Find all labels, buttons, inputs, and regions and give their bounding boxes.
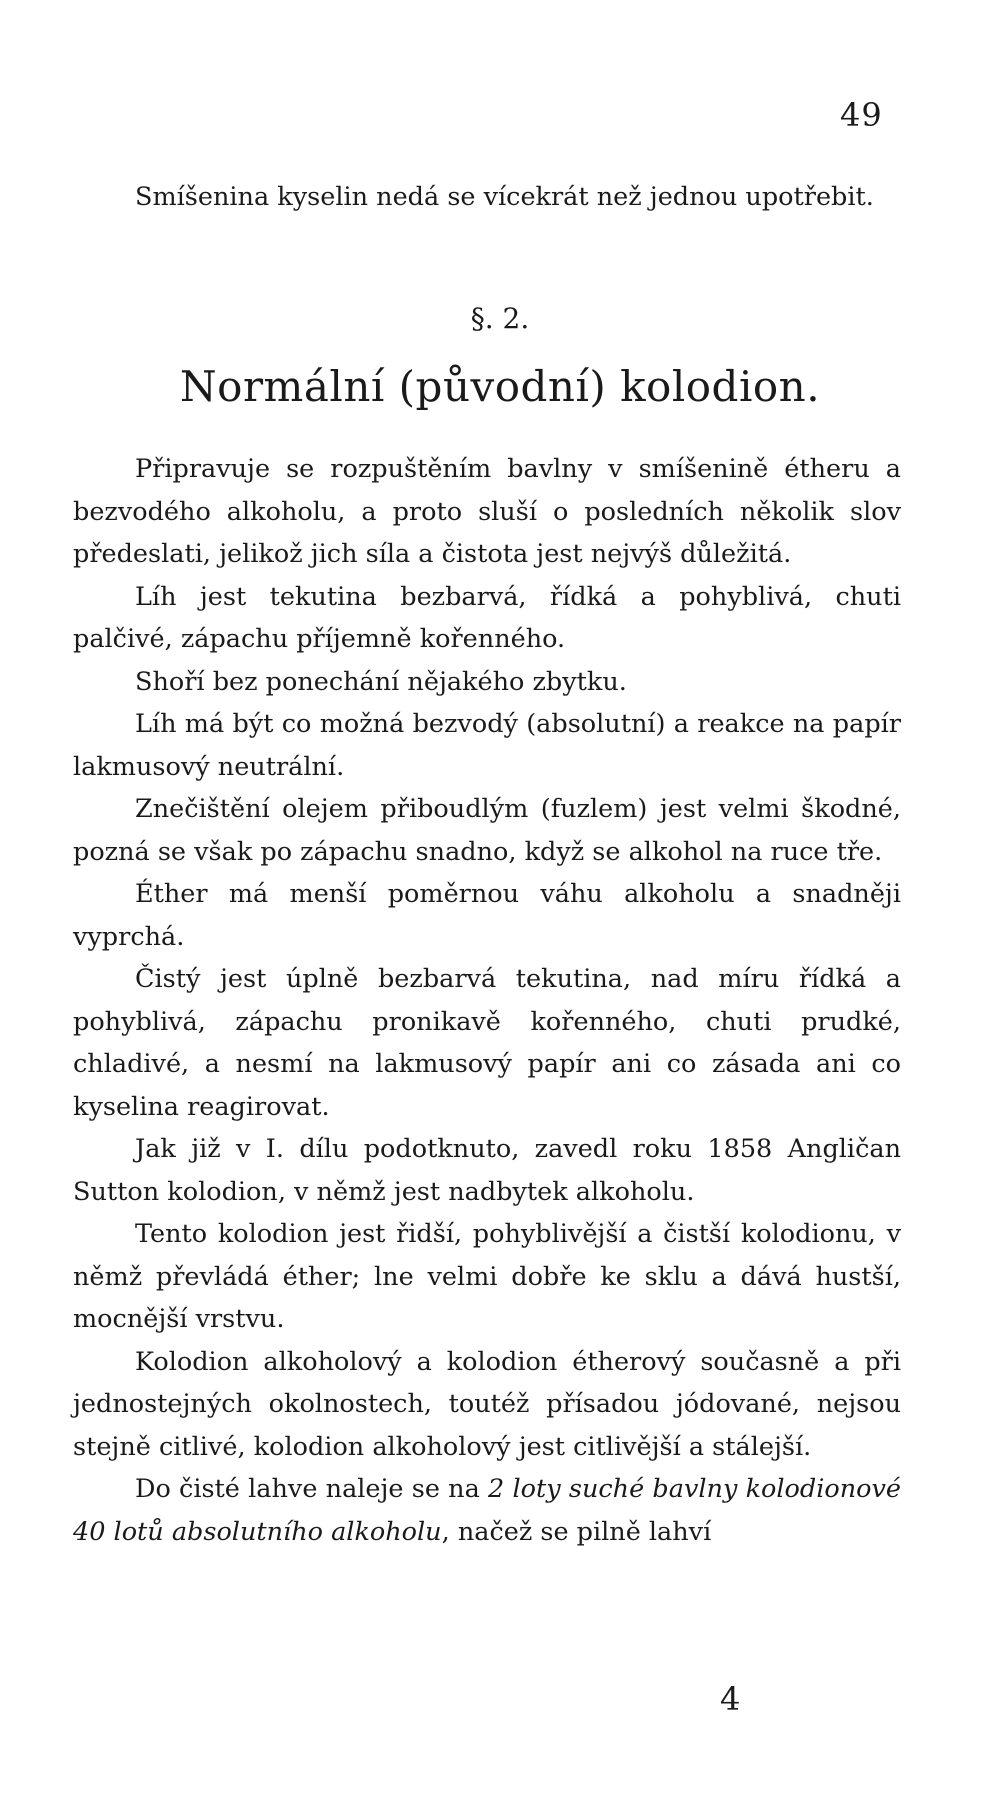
paragraph: Čistý jest úplně bezbarvá tekutina, nad míru řídká a pohyblivá, zápachu pronikavě kořenného, chuti prudké, chladivé, a nesmí na lakmusový papír ani co zásada ani co kyselina reagirovat. bbox=[73, 964, 901, 1122]
section-heading: Normální (původní) kolodion. bbox=[179, 362, 821, 411]
intro-text bbox=[73, 176, 901, 219]
paragraph: Připravuje se rozpuštěním bavlny v smíšenině étheru a bezvodého alkoholu, a proto sluší o posledních několik slov předeslati, jelikož jich síla a čistota jest nejvýš důležitá. bbox=[73, 454, 901, 569]
paragraph: Líh má být co možná bezvodý (absolutní) a reakce na papír lakmusový neutrální. bbox=[73, 709, 901, 782]
paragraph: Éther má menší poměrnou váhu alkoholu a snadněji vyprchá. bbox=[73, 879, 901, 952]
last-paragraph-lead: Do čisté lahve naleje se na bbox=[135, 1474, 489, 1504]
body-text bbox=[73, 448, 901, 1553]
page-number: 49 bbox=[840, 96, 883, 134]
paragraph: Shoří bez ponechání nějakého zbytku. bbox=[135, 666, 627, 697]
paragraph: Jak již v I. dílu podotknuto, zavedl roku 1858 Angličan Sutton kolodion, v němž jest nadbytek alkoholu. bbox=[73, 1134, 901, 1207]
last-paragraph-italic: 2 loty suché bavlny kolodionové 40 lotů absolutního alkoholu bbox=[73, 1474, 901, 1547]
paragraph: Líh jest tekutina bezbarvá, řídká a pohyblivá, chuti palčivé, zápachu příjemně kořenného. bbox=[73, 581, 901, 654]
signature-mark: 4 bbox=[720, 1680, 741, 1718]
intro-paragraph: Smíšenina kyselin nedá se vícekrát než jednou upotřebit. bbox=[135, 182, 874, 212]
paragraph: Tento kolodion jest řidší, pohyblivější a čistší kolodionu, v němž převládá éther; lne velmi dobře ke sklu a dává hustší, mocnější vrstvu. bbox=[73, 1219, 901, 1334]
paragraph: Kolodion alkoholový a kolodion étherový současně a při jednostejných okolnostech, toutéž přísadou jódované, nejsou stejně citlivé, kolodion alkoholový jest citlivější a stálejší. bbox=[73, 1346, 901, 1462]
last-paragraph bbox=[73, 1468, 901, 1553]
paragraph: Znečištění olejem přiboudlým (fuzlem) jest velmi škodné, pozná se však po zápachu snadno, když se alkohol na ruce tře. bbox=[73, 794, 901, 867]
section-number: §. 2. bbox=[470, 302, 530, 335]
last-paragraph-tail: , načež se pilně lahví bbox=[441, 1516, 712, 1547]
